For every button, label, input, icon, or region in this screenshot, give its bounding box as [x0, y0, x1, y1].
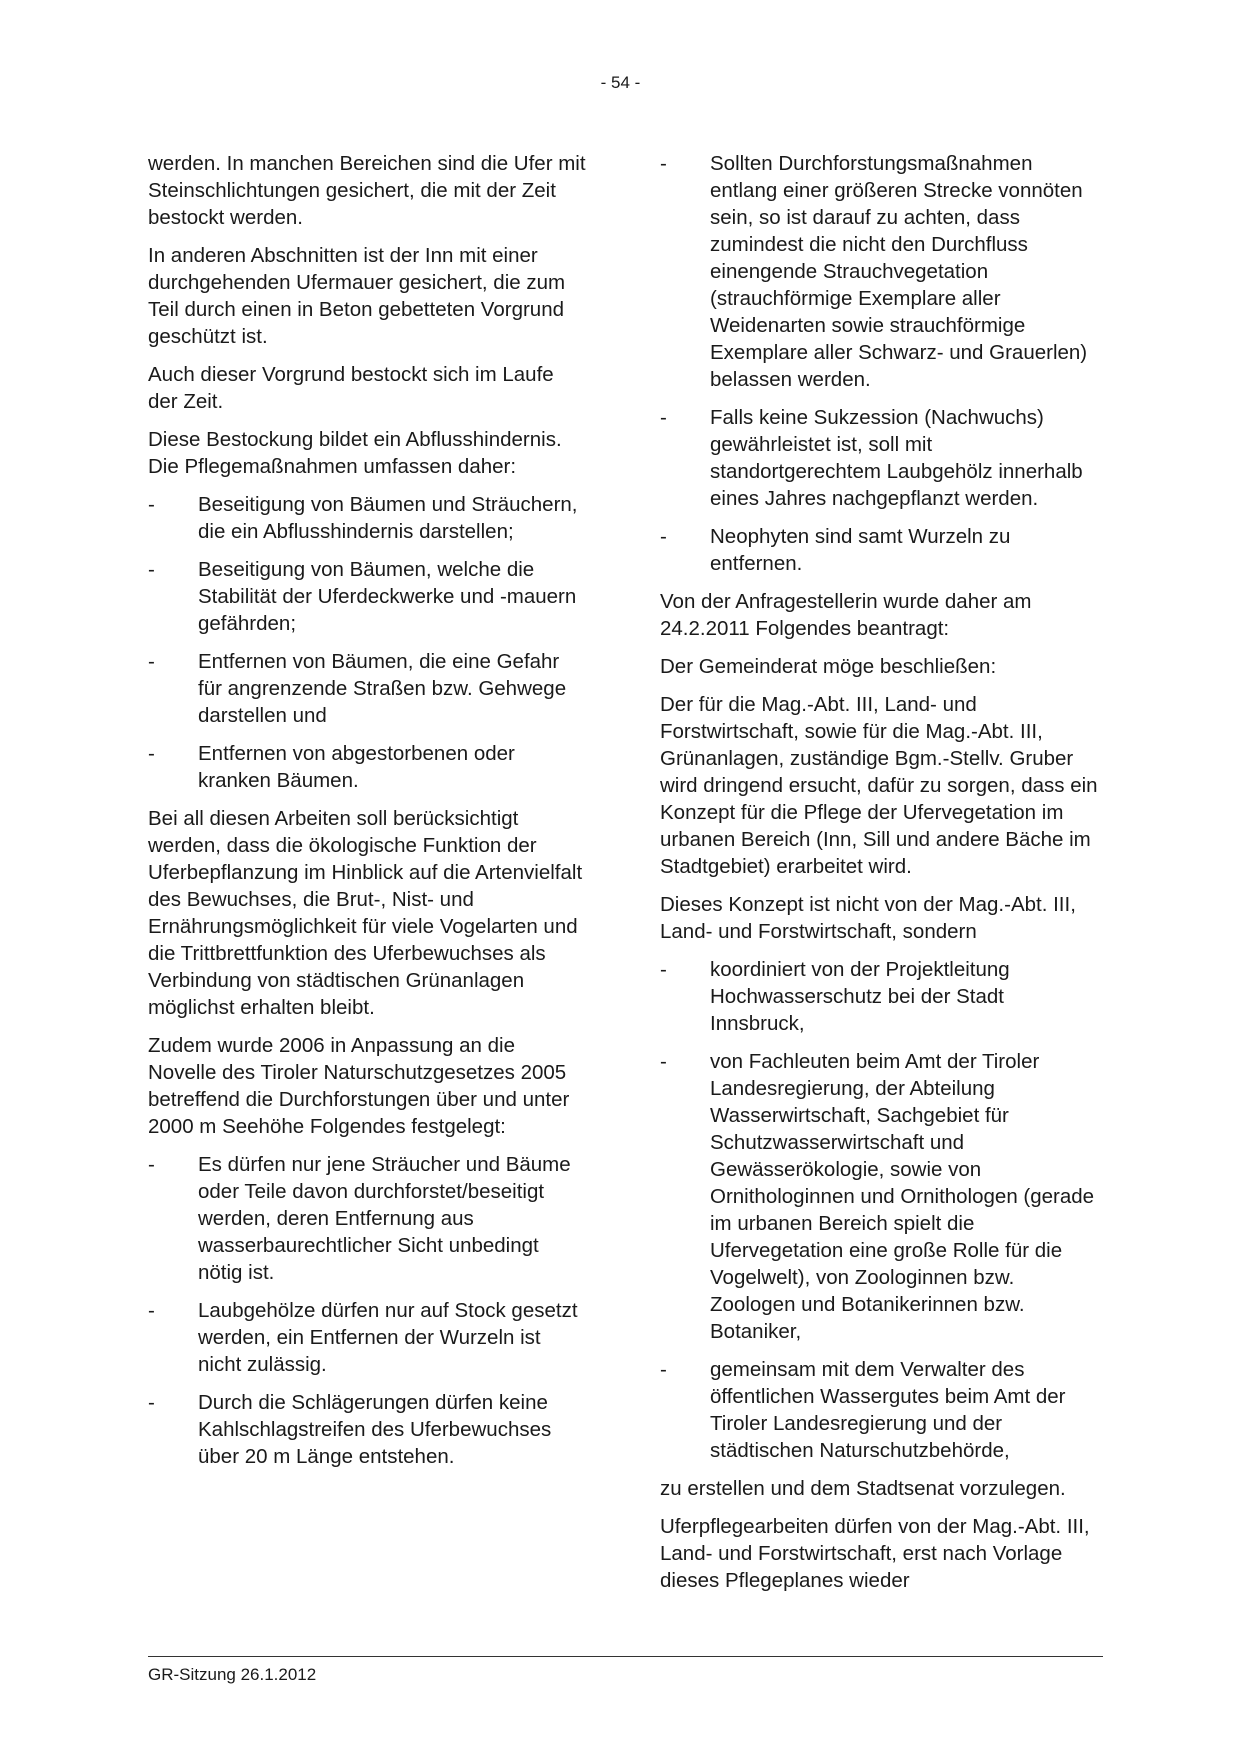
list-item-text: Entfernen von Bäumen, die eine Gefahr für angrenzende Straßen bzw. Gehwege darstellen und [198, 650, 567, 727]
list-item [660, 1048, 1098, 1345]
list-item-text: Neophyten sind samt Wurzeln zu entfernen. [710, 525, 1011, 575]
bullet-marker: - [148, 1153, 155, 1176]
bullet-marker: - [148, 650, 155, 673]
bullet-marker: - [660, 406, 667, 429]
bullet-marker: - [148, 1391, 155, 1414]
page-number: - 54 - [600, 73, 641, 92]
paragraph: zu erstellen und dem Stadtsenat vorzulegen. [660, 1477, 1066, 1500]
bullet-marker: - [148, 1299, 155, 1322]
list-item [660, 150, 1098, 393]
list-item [148, 556, 586, 637]
bullet-marker: - [148, 493, 155, 516]
bullet-marker: - [660, 1050, 667, 1073]
bullet-marker: - [660, 525, 667, 548]
list-item-text: Beseitigung von Bäumen, welche die Stabilität der Uferdeckwerke und -mauern gefährden; [198, 558, 577, 635]
list-item [660, 404, 1098, 512]
bullet-marker: - [148, 742, 155, 765]
list-item [660, 1356, 1098, 1464]
bullet-marker: - [660, 152, 667, 175]
list-item-text: Durch die Schlägerungen dürfen keine Kahlschlagstreifen des Uferbewuchses über 20 m Länge entstehen. [198, 1391, 552, 1468]
paragraph: Uferpflegearbeiten dürfen von der Mag.-Abt. III, Land- und Forstwirtschaft, erst nach Vorlage dieses Pflegeplanes wieder [660, 1515, 1090, 1592]
list-item-text: Beseitigung von Bäumen und Sträuchern, die ein Abflusshindernis darstellen; [198, 493, 578, 543]
list-item-text: Es dürfen nur jene Sträucher und Bäume oder Teile davon durchforstet/beseitigt werden, deren Entfernung aus wasserbaurechtlicher Sicht unbedingt nötig ist. [198, 1153, 571, 1284]
list-item [148, 1389, 586, 1470]
paragraph: Diese Bestockung bildet ein Abflusshindernis. Die Pflegemaßnahmen umfassen daher: [148, 428, 562, 478]
list-item [660, 523, 1098, 577]
list-item-text: Entfernen von abgestorbenen oder kranken Bäumen. [198, 742, 515, 792]
bullet-marker: - [148, 558, 155, 581]
bullet-marker: - [660, 1358, 667, 1381]
paragraph: Der für die Mag.-Abt. III, Land- und Forstwirtschaft, sowie für die Mag.-Abt. III, Grünanlagen, zuständige Bgm.-Stellv. Gruber wird dringend ersucht, dafür zu sorgen, dass ein Konzept für die Pflege der Ufervegetation im urbanen Bereich (Inn, Sill und andere Bäche im Stadtgebiet) erarbeitet wird. [660, 693, 1098, 878]
list-item-text: von Fachleuten beim Amt der Tiroler Landesregierung, der Abteilung Wasserwirtschaft, Sachgebiet für Schutzwasserwirtschaft und Gewässerökologie, sowie von Ornithologinnen und Ornithologen (gerade im urbanen Bereich spielt die Ufervegetation eine große Rolle für die Vogelwelt), von Zoologinnen bzw. Zoologen und Botanikerinnen bzw. Botaniker, [710, 1050, 1095, 1343]
paragraph: Dieses Konzept ist nicht von der Mag.-Abt. III, Land- und Forstwirtschaft, sondern [660, 893, 1076, 943]
paragraph: Zudem wurde 2006 in Anpassung an die Novelle des Tiroler Naturschutzgesetzes 2005 betreffend die Durchforstungen über und unter 2000 m Seehöhe Folgendes festgelegt: [148, 1034, 570, 1138]
list-item [660, 956, 1098, 1037]
paragraph: Der Gemeinderat möge beschließen: [660, 655, 997, 678]
list-item [148, 1297, 586, 1378]
list-item [148, 491, 586, 545]
left-column [148, 150, 586, 1481]
paragraph: In anderen Abschnitten ist der Inn mit einer durchgehenden Ufermauer gesichert, die zum Teil durch einen in Beton gebetteten Vorgrund geschützt ist. [148, 244, 566, 348]
list-item-text: koordiniert von der Projektleitung Hochwasserschutz bei der Stadt Innsbruck, [710, 958, 1010, 1035]
list-item [148, 740, 586, 794]
paragraph: werden. In manchen Bereichen sind die Ufer mit Steinschlichtungen gesichert, die mit der Zeit bestockt werden. [148, 152, 586, 229]
list-item-text: Sollten Durchforstungsmaßnahmen entlang einer größeren Strecke vonnöten sein, so ist darauf zu achten, dass zumindest die nicht den Durchfluss einengende Strauchvegetation (strauchförmige Exemplare aller Weidenarten sowie strauchförmige Exemplare aller Schwarz- und Grauerlen) belassen werden. [710, 152, 1088, 391]
paragraph: Von der Anfragestellerin wurde daher am 24.2.2011 Folgendes beantragt: [660, 590, 1032, 640]
footer-text: GR-Sitzung 26.1.2012 [148, 1665, 317, 1684]
list-item-text: gemeinsam mit dem Verwalter des öffentlichen Wassergutes beim Amt der Tiroler Landesregierung und der städtischen Naturschutzbehörde, [710, 1358, 1066, 1462]
bullet-marker: - [660, 958, 667, 981]
list-item-text: Falls keine Sukzession (Nachwuchs) gewährleistet ist, soll mit standortgerechtem Laubgehölz innerhalb eines Jahres nachgepflanzt werden. [710, 406, 1083, 510]
list-item [148, 648, 586, 729]
footer-divider [148, 1656, 1103, 1657]
paragraph: Bei all diesen Arbeiten soll berücksichtigt werden, dass die ökologische Funktion der Uferbepflanzung im Hinblick auf die Artenvielfalt des Bewuchses, die Brut-, Nist- und Ernährungsmöglichkeit für viele Vogelarten und die Trittbrettfunktion des Uferbewuchses als Verbindung von städtischen Grünanlagen möglichst erhalten bleibt. [148, 807, 583, 1019]
list-item-text: Laubgehölze dürfen nur auf Stock gesetzt werden, ein Entfernen der Wurzeln ist nicht zulässig. [198, 1299, 578, 1376]
paragraph: Auch dieser Vorgrund bestockt sich im Laufe der Zeit. [148, 363, 554, 413]
right-column [660, 150, 1098, 1605]
list-item [148, 1151, 586, 1286]
